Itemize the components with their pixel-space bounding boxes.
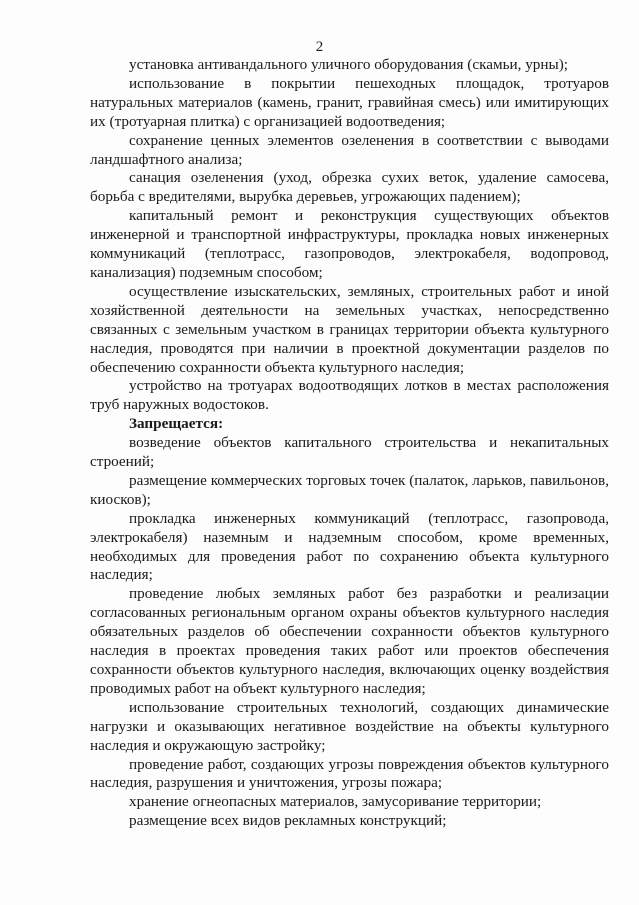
paragraph-drainage-trays: устройство на тротуарах водоотводящих лотков в местах расположения труб наружных водостоков. <box>90 377 609 414</box>
page-number: 2 <box>315 39 324 55</box>
paragraph-kiosks-ban: размещение коммерческих торговых точек (палаток, ларьков, павильонов, киосков); <box>90 471 609 508</box>
paragraph-greenery-sanitation: санация озеленения (уход, обрезка сухих веток, удаление самосева, борьба с вредителями, вырубка деревьев, угрожающих падением); <box>90 169 609 206</box>
paragraph-damage-threats-ban: проведение работ, создающих угрозы повреждения объектов культурного наследия, разрушения и уничтожения, угрозы пожара; <box>90 755 609 792</box>
document-body <box>90 56 609 831</box>
paragraph-survey-works: осуществление изыскательских, земляных, строительных работ и иной хозяйственной деятельности на земельных участках, непосредственно связанных с земельным участком в границах территории объекта культурного наследия, проводятся при наличии в проектной документации разделов по обеспечению сохранности объекта культурного наследия; <box>90 282 609 376</box>
paragraph-pavement-materials: использование в покрытии пешеходных площадок, тротуаров натуральных материалов (камень, гранит, гравийная смесь) или имитирующих их (тротуарная плитка) с организацией водоотведения; <box>90 74 609 130</box>
paragraph-construction-ban: возведение объектов капитального строительства и некапитальных строений; <box>90 434 609 471</box>
paragraph-earthworks-ban: проведение любых земляных работ без разработки и реализации согласованных региональным органом охраны объектов культурного наследия обязательных разделов об обеспечении сохранности объектов культурного наследия в проектах проведения таких работ или проектов обеспечения сохранности объектов культурного наследия, включающих оценку воздействия проводимых работ на объект культурного наследия; <box>90 585 609 697</box>
paragraph-flammables-ban: хранение огнеопасных материалов, замусоривание территории; <box>129 793 542 811</box>
prohibited-heading: Запрещается: <box>129 415 224 433</box>
paragraph-greenery-preservation: сохранение ценных элементов озеленения в соответствии с выводами ландшафтного анализа; <box>90 131 609 168</box>
paragraph-overground-utilities-ban: прокладка инженерных коммуникаций (теплотрасс, газопровода, электрокабеля) наземным и надземным способом, кроме временных, необходимых для проведения работ по сохранению объекта культурного наследия; <box>90 509 609 584</box>
paragraph-bench-installation: установка антивандального уличного оборудования (скамьи, урны); <box>129 56 569 73</box>
paragraph-advertising-ban: размещение всех видов рекламных конструкций; <box>129 812 447 830</box>
paragraph-dynamic-loads-ban: использование строительных технологий, создающих динамические нагрузки и оказывающих негативное воздействие на объекты культурного наследия и окружающую застройку; <box>90 698 609 754</box>
paragraph-infrastructure-repair: капитальный ремонт и реконструкция существующих объектов инженерной и транспортной инфраструктуры, прокладка новых инженерных коммуникаций (теплотрасс, газопроводов, электрокабеля, водопровод, канализация) подземным способом; <box>90 207 609 281</box>
